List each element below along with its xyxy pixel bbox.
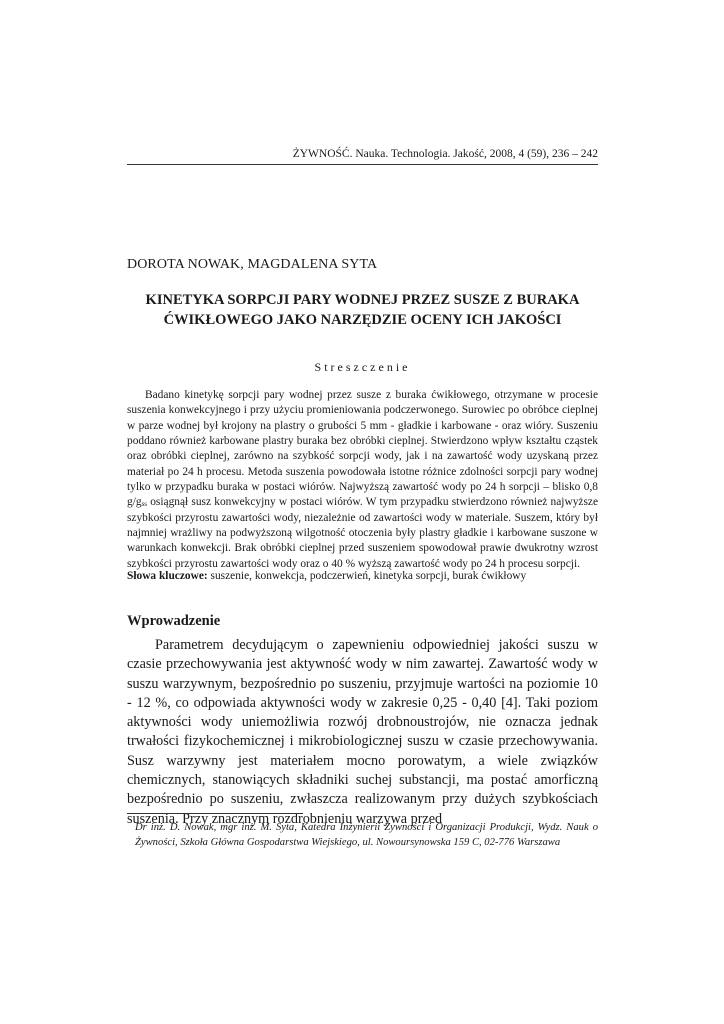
intro-section [127,636,598,829]
keywords-label: Słowa kluczowe: [127,570,208,582]
footnote-rule [127,813,303,814]
section-heading: Wprowadzenie [127,613,221,629]
abstract-text-part2: osiągnął susz konwekcyjny w postaci wiórów. W tym przypadku stwierdzono również najwyższe szybkości przyrostu zawartości wody, niezależnie od zawartości wody w materiale. Suszem, który był najmniej wrażliwy na podwyższoną wilgotność otoczenia były plastry gładkie i karbowane suszone w warunkach konwekcji. Brak obróbki cieplnej przed suszeniem spowodował prawie dwukrotny wzrost szybkości przyrostu zawartości wody oraz o 40 % wyższą zawartość wody po 24 h procesu sorpcji. [127,496,598,570]
keywords [127,570,598,582]
article-title: KINETYKA SORPCJI PARY WODNEJ PRZEZ SUSZE Z BURAKA ĆWIKŁOWEGO JAKO NARZĘDZIE OCENY ICH JAKOŚCI [145,292,580,328]
abstract-heading: Streszczenie [314,360,411,374]
keywords-text: suszenie, konwekcja, podczerwień, kinetyka sorpcji, burak ćwikłowy [207,570,527,582]
abstract [127,388,598,572]
authors: DOROTA NOWAK, MAGDALENA SYTA [127,257,378,272]
footnote: Dr inż. D. Nowak, mgr inż. M. Syta, Katedra Inżynierii Żywności i Organizacji Produkcji, Wydz. Nauk o Żywności, Szkoła Główna Gospodarstwa Wiejskiego, ul. Nowoursynowska 159 C, 02-776 Warszawa [135,822,598,848]
intro-paragraph: Parametrem decydującym o zapewnieniu odpowiedniej jakości suszu w czasie przechowywania jest aktywność wody w nim zawartej. Zawartość wody w suszu warzywnym, bezpośrednio po suszeniu, przyjmuje wartości na poziomie 10 - 12 %, co odpowiada aktywności wody w zakresie 0,25 - 0,40 [4]. Taki poziom aktywności wody uniemożliwia rozwój drobnoustrojów, nie oznacza jednak trwałości fizykochemicznej i mikrobiologicznej suszu w czasie przechowywania. Susz warzywny jest materiałem mocno porowatym, a wiele związków chemicznych, stanowiących składniki suchej substancji, ma postać amorficzną bezpośrednio po suszeniu, zwłaszcza realizowanym przy dużych szybkościach suszenia. Przy znacznym rozdrobnieniu warzywa przed [127,637,598,827]
running-header: ŻYWNOŚĆ. Nauka. Technologia. Jakość, 2008, 4 (59), 236 – 242 [292,148,598,160]
header-rule [127,164,598,165]
abstract-subscript: ss [141,500,148,509]
abstract-paragraph [127,388,598,572]
abstract-text-part1: Badano kinetykę sorpcji pary wodnej przez susze z buraka ćwikłowego, otrzymane w procesie suszenia konwekcyjnego i przy użyciu promieniowania podczerwonego. Surowiec po obróbce cieplnej w parze wodnej był krojony na plastry o grubości 5 mm - gładkie i karbowane - oraz wióry. Suszeniu poddano również karbowane plastry buraka bez obróbki cieplnej. Stwierdzono wpływ kształtu cząstek oraz obróbki cieplnej, zarówno na szybkość sorpcji wody, jak i na zawartość wody uzyskaną przez materiał po 24 h procesu. Metoda suszenia powodowała istotne różnice zdolności sorpcji pary wodnej tylko w przypadku buraka w postaci wiórów. Najwyższą zawartość wody po 24 h sorpcji – blisko 0,8 g/g [127,389,598,509]
